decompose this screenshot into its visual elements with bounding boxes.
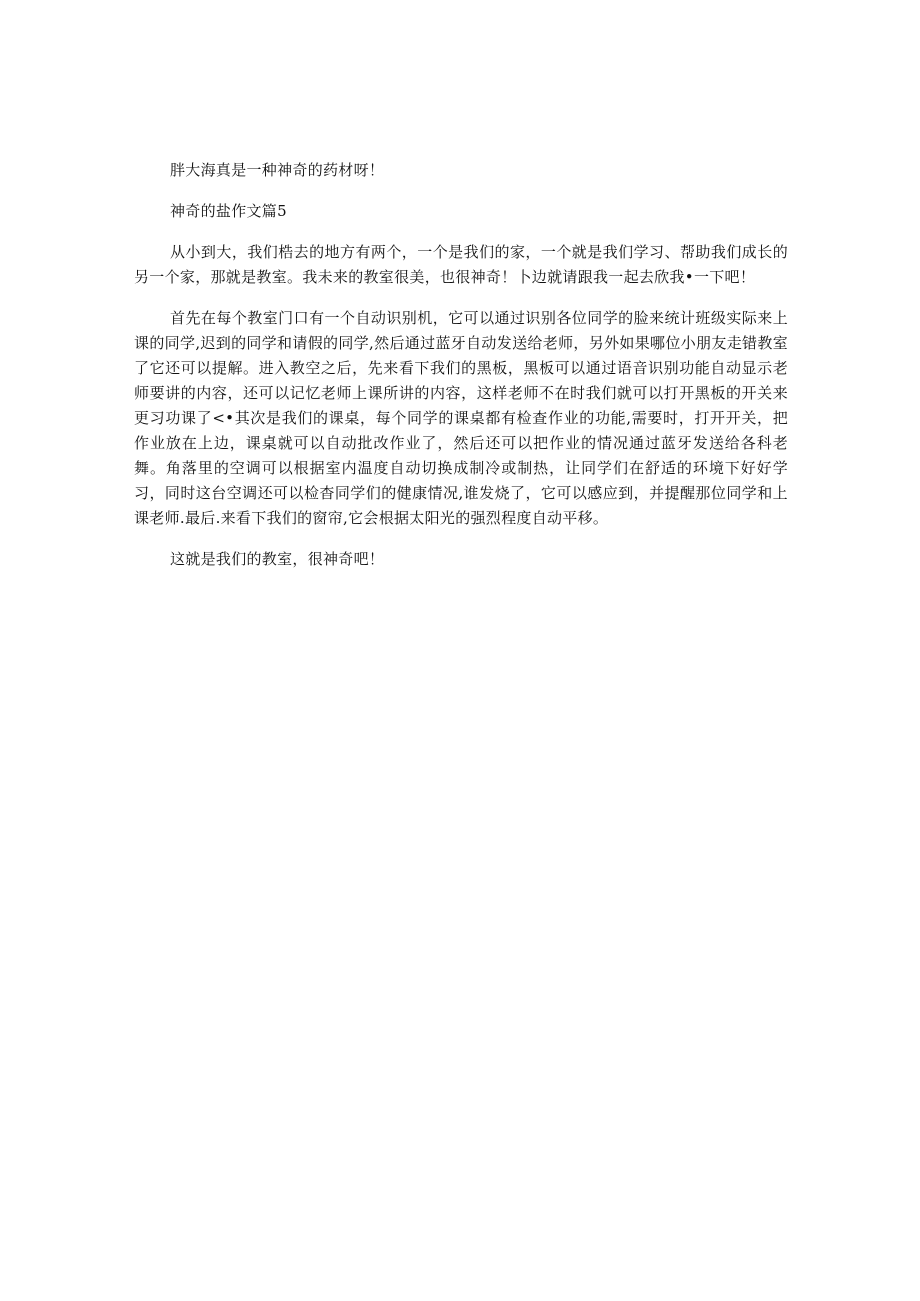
paragraph-conclusion: 这就是我们的教室，很神奇吧！	[170, 550, 385, 568]
section-heading: 神奇的盐作文篇5	[170, 202, 287, 220]
paragraph-closing-previous: 胖大海真是一种神奇的药材呀！	[170, 161, 385, 179]
paragraph-body: 首先在每个教室门口有一个自动识别机，它可以通过识别各位同学的脸来统计班级实际来上课的同学,迟到的同学和请假的同学,然后通过蓝牙自动发送给老师，另外如果哪位小朋友走错教室了它还可以提解。进入教空之后，先来看下我们的黑板，黑板可以通过语音识别功能自动显示老师要讲的内容，还可以记忆老师上课所讲的内容，这样老师不在时我们就可以打开黑板的开关来更习功课了<•其次是我们的课桌，每个同学的课桌都有检查作业的功能,需要时，打开开关，把作业放在上边，课桌就可以自动批改作业了，然后还可以把作业的情况通过蓝牙发送给各科老舞。角落里的空调可以根据室内温度自动切换成制冷或制热，让同学们在舒适的环境下好好学习，同时这台空调还可以检杳同学们的健康情况,谁发烧了，它可以感应到，并提醒那位同学和上课老师.最后.来看下我们的窗帘,它会根据太阳光的强烈程度自动平移。	[134, 309, 788, 527]
paragraph-intro: 从小到大，我们梏去的地方有两个，一个是我们的家，一个就是我们学习、帮助我们成长的另一个家，那就是教室。我未来的教室很美，也很神奇！卜边就请跟我一起去欣我•一下吧！	[134, 243, 788, 286]
document-body	[134, 158, 788, 588]
